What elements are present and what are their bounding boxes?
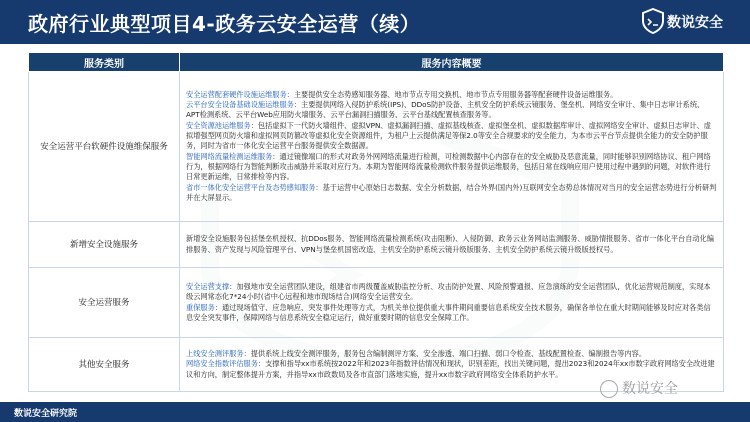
category-cell bbox=[29, 338, 180, 392]
summary-cell bbox=[180, 72, 724, 222]
col-header-summary: 服务内容概要 bbox=[180, 53, 724, 72]
category-cell bbox=[29, 268, 180, 338]
table-row bbox=[29, 222, 724, 268]
service-heading: 重保服务 bbox=[186, 302, 215, 312]
category-cell bbox=[29, 222, 180, 268]
service-text: ：主要提供网络入侵防护系统(IPS)、DDoS防护设备、主机安全防护系统云镜服务、堡垒机、网络安全审计、集中日志审计系统、APT检测系统、云平台Web应用防火墙服务、云平台漏洞扫描服务、云平台基线配置核查服务等。 bbox=[186, 100, 705, 120]
footer-org: 数说安全研究院 bbox=[14, 409, 78, 419]
category-label: 安全运营服务 bbox=[78, 297, 130, 308]
service-text: ：通过现场值守、应急响应、突发事件处理等方式，为机关单位提供重大事件期间重要信息系统安全技术服务，确保各单位在重大时期间能够及时应对各类信息安全突发事件，保障网络与信息系统安全稳定运行，做好重要时期的信息安全保障工作。 bbox=[186, 302, 711, 322]
service-text: ：加强地市安全运营团队建设，组建省市两级覆盖威胁监控分析、攻击防护处置、风险预警通报、应急演练的安全运营团队，优化运营规范制度，实现本级云网常态化7*24小时(省中心远程和地市现场结合)网络安全运营安全。 bbox=[186, 281, 711, 302]
service-text: ：基于运营中心原始日志数据、安全分析数据，结合外界(国内外)互联网安全态势总体情况对当月的安全运营态势进行分析研判并在大屏显示。 bbox=[186, 182, 717, 202]
service-text: ：提供系统上线安全测评服务，服务包含编制测评方案、安全渗透、端口扫描、弱口令检查、基线配置检查、编制报告等内容。 bbox=[243, 349, 647, 359]
service-table bbox=[28, 52, 724, 392]
category-label: 新增安全设施服务 bbox=[69, 239, 138, 250]
service-heading: 安全资源池运维服务 bbox=[186, 120, 251, 130]
table-row bbox=[29, 72, 724, 222]
wechat-icon bbox=[600, 380, 618, 398]
brand-name: 数说安全 bbox=[667, 15, 723, 31]
service-heading: 省市一体化安全运营平台及态势感知服务 bbox=[186, 182, 316, 192]
service-text: ：通过镜像端口的形式对政务外网网络流量进行检测，可检测数据中心内部存在的安全威胁及恶意流量，同时能够识别网络协议、租户网络行为，根据网络行为智能判断攻击威胁并采取对应行为。本期为智能网络流量检测软件服务提供运维服务，包括日常在线响应用户使用过程中遇到的问题，对软件进行日常更新运维，日常排检等内容。 bbox=[186, 151, 711, 182]
category-label: 其他安全服务 bbox=[78, 359, 130, 370]
table-row bbox=[29, 268, 724, 338]
service-heading: 安全运营支撑 bbox=[186, 281, 230, 291]
service-text: ：支撑和指导xx市系统按2022年和2023年指数评估情况和现状，识别差距，找出关键问题，提出2023和2024年xx市数字政府网络安全改进建议和方向，制定整体提升方案，并指导xx市政数局及各市直部门落地实施，提升xx市数字政府网络安全体系防护水平。 bbox=[186, 359, 715, 379]
page-title: 政府行业典型项目4-政务云安全运营（续） bbox=[28, 12, 421, 36]
service-heading: 智能网络流量检测运维服务 bbox=[186, 151, 273, 161]
service-text: 新增安全设施服务包括堡垒机授权、抗DDos服务、智能网络流量检测系统(攻击阻断)、入侵防御、政务云业务网站监测服务、威胁情报服务、省市一体化平台自动化编排服务、资产发现与风险管理平台、VPN与堡垒机国密改造、主机安全防护系统云镜升级版服务、主机安全防护系统云镜升级版授权号。 bbox=[186, 234, 714, 254]
service-heading: 上线安全测评服务 bbox=[186, 349, 244, 359]
header-bar bbox=[0, 0, 750, 44]
summary-cell bbox=[180, 222, 724, 268]
summary-cell bbox=[180, 268, 724, 338]
service-text: ：包括虚拟下一代防火墙组件、虚拟VPN、虚拟漏洞扫描、虚拟基线核查、虚拟堡垒机、虚拟数据库审计、虚拟网络安全审计、虚拟日志审计、虚拟增强型网页防火墙和虚拟网页防篡改等虚拟化安全资源组件，为租户上云提供满足等保2.0等安全合规要求的安全能力，为本市云平台节点提供全能力的安全防护服务，同时为省市一体化安全运营平台服务提供安全数据源。 bbox=[186, 120, 711, 151]
footer-bar bbox=[0, 402, 750, 422]
service-heading: 云平台安全设备基础设施运维服务 bbox=[186, 100, 294, 110]
col-header-category: 服务类别 bbox=[29, 53, 180, 72]
category-label: 安全运营平台软硬件设施维保服务 bbox=[40, 141, 168, 152]
watermark-badge-text: 数说安全 bbox=[622, 381, 678, 397]
watermark-badge bbox=[600, 378, 730, 402]
service-heading: 安全运营配套硬件设施运维服务 bbox=[186, 89, 287, 99]
brand-shield-icon bbox=[642, 8, 664, 34]
service-heading: 网络安全指数评估服务 bbox=[186, 359, 258, 369]
category-cell bbox=[29, 72, 180, 222]
service-text: ：主要提供安全态势感知服务器、地市节点专用交换机、地市节点专用服务器等配套硬件设备运维服务。 bbox=[286, 89, 618, 99]
